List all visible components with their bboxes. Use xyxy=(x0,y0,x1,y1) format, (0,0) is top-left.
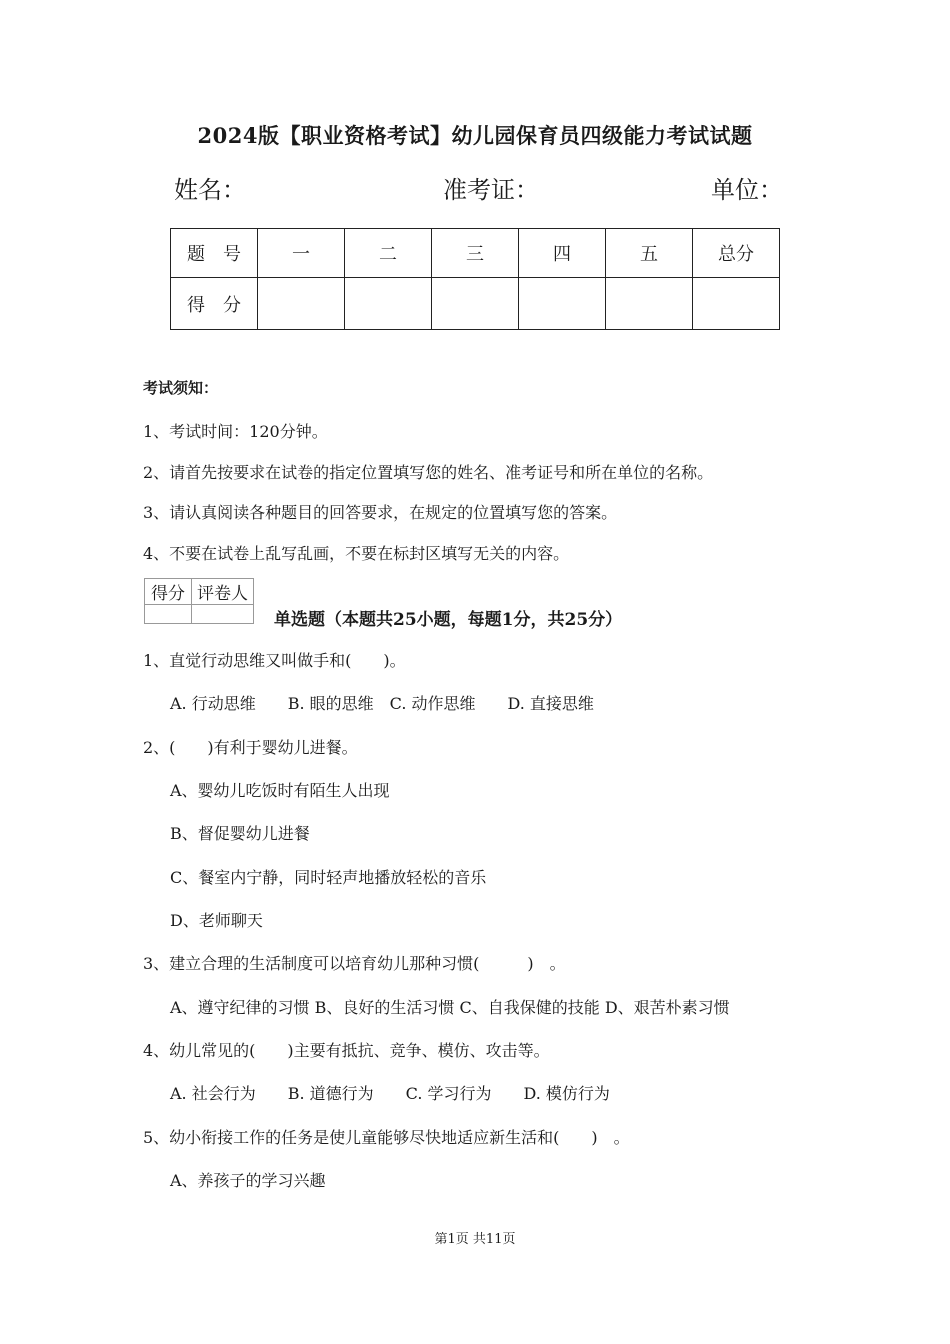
score-table-cell: 五 xyxy=(606,229,693,278)
grader-name-label: 评卷人 xyxy=(192,579,254,605)
score-table-score-row xyxy=(171,278,780,330)
section-title: 单选题（本题共25小题，每题1分，共25分） xyxy=(274,610,623,630)
question-option: B、督促婴幼儿进餐 xyxy=(170,824,310,843)
question-option: A、养孩子的学习兴趣 xyxy=(170,1171,326,1190)
page-title: 2024版【职业资格考试】幼儿园保育员四级能力考试试题 xyxy=(197,123,753,148)
question-options: A. 社会行为 B. 道德行为 C. 学习行为 D. 模仿行为 xyxy=(170,1084,610,1103)
score-table-cell: 得 分 xyxy=(171,278,258,330)
score-table-cell: 四 xyxy=(519,229,606,278)
score-table-cell: 题 号 xyxy=(171,229,258,278)
grader-box xyxy=(144,578,254,624)
exam-id-field-label: 准考证： xyxy=(443,176,539,204)
name-field-label: 姓名： xyxy=(174,176,246,204)
notice-item: 2、请首先按要求在试卷的指定位置填写您的姓名、准考证号和所在单位的名称。 xyxy=(143,463,714,482)
question-options: A. 行动思维 B. 眼的思维 C. 动作思维 D. 直接思维 xyxy=(170,694,594,713)
score-table-cell: 总分 xyxy=(693,229,780,278)
score-entry-cell[interactable] xyxy=(519,278,606,330)
question-stem: 2、( )有利于婴幼儿进餐。 xyxy=(143,738,358,757)
question-option: D、老师聊天 xyxy=(170,911,263,930)
notice-item: 3、请认真阅读各种题目的回答要求，在规定的位置填写您的答案。 xyxy=(143,503,618,522)
score-entry-cell[interactable] xyxy=(606,278,693,330)
unit-field-label: 单位： xyxy=(711,176,783,204)
score-entry-cell[interactable] xyxy=(258,278,345,330)
question-stem: 3、建立合理的生活制度可以培育幼儿那种习惯( ) 。 xyxy=(143,954,566,973)
question-option: C、餐室内宁静，同时轻声地播放轻松的音乐 xyxy=(170,868,487,887)
question-options: A、遵守纪律的习惯 B、良好的生活习惯 C、自我保健的技能 D、艰苦朴素习惯 xyxy=(170,998,730,1017)
question-stem: 1、直觉行动思维又叫做手和( )。 xyxy=(143,651,406,670)
score-table-header-row xyxy=(171,229,780,278)
notice-heading: 考试须知： xyxy=(143,379,219,397)
notice-item: 4、不要在试卷上乱写乱画，不要在标封区填写无关的内容。 xyxy=(143,544,570,563)
grader-score-entry[interactable] xyxy=(145,605,192,624)
question-stem: 4、幼儿常见的( )主要有抵抗、竞争、模仿、攻击等。 xyxy=(143,1041,550,1060)
score-table-cell: 二 xyxy=(345,229,432,278)
score-entry-cell[interactable] xyxy=(432,278,519,330)
score-entry-cell[interactable] xyxy=(693,278,780,330)
score-entry-cell[interactable] xyxy=(345,278,432,330)
question-stem: 5、幼小衔接工作的任务是使儿童能够尽快地适应新生活和( ) 。 xyxy=(143,1128,630,1147)
score-table xyxy=(170,228,780,330)
grader-score-label: 得分 xyxy=(145,579,192,605)
grader-name-entry[interactable] xyxy=(192,605,254,624)
score-table-cell: 三 xyxy=(432,229,519,278)
score-table-cell: 一 xyxy=(258,229,345,278)
notice-item: 1、考试时间：120分钟。 xyxy=(143,422,328,441)
question-option: A、婴幼儿吃饭时有陌生人出现 xyxy=(170,781,390,800)
page-footer: 第1页 共11页 xyxy=(434,1232,516,1247)
